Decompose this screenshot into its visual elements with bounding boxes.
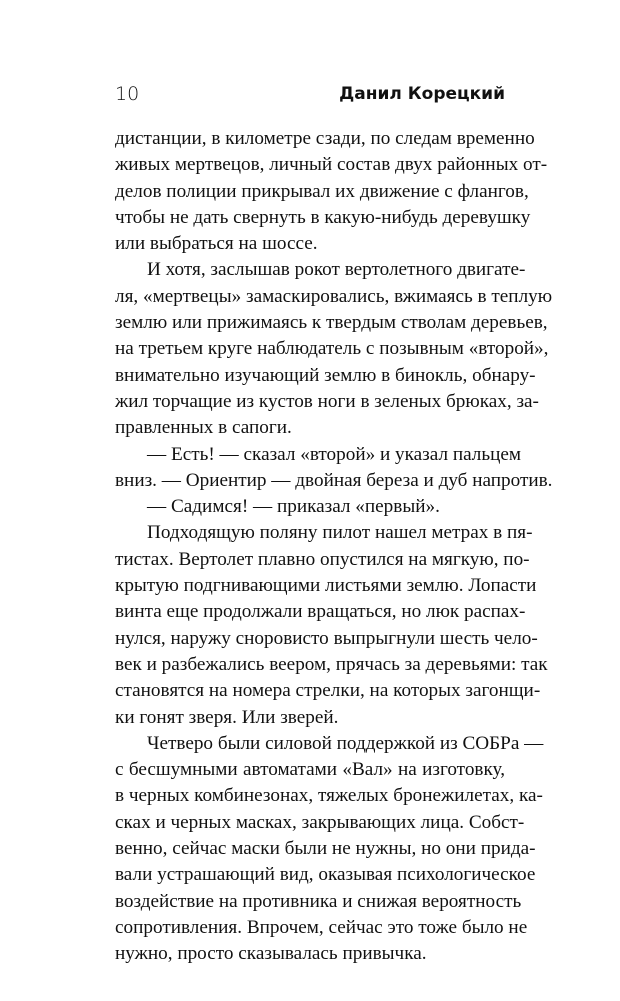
text-line: — Садимся! — приказал «первый». [147,496,440,518]
text-line: ки гонят зверя. Или зверей. [115,706,339,728]
paragraph [115,126,548,257]
text-line: Четверо были силовой поддержкой из СОБРа — [147,732,544,754]
paragraph [115,520,548,730]
text-line: землю или прижимаясь к твердым стволам деревьев, [115,312,548,334]
text-line: на третьем круге наблюдатель с позывным «второй», [115,338,549,360]
text-line: или выбраться на шоссе. [115,233,318,255]
page-number: 10 [115,83,140,105]
text-line: винта еще продолжали вращаться, но люк распах- [115,601,526,623]
body-text [115,126,553,968]
text-line: — Есть! — сказал «второй» и указал пальцем [147,443,522,465]
text-line: нулся, наружу сноровисто выпрыгнули шесть чело- [115,627,538,649]
text-line: Подходящую поляну пилот нашел метрах в пя- [147,522,533,544]
paragraph [115,257,553,441]
text-line: вали устрашающий вид, оказывая психологическое [115,864,536,886]
text-line: внимательно изучающий землю в бинокль, обнару- [115,364,536,386]
author-name: Данил Корецкий [339,84,505,104]
text-line: в черных комбинезонах, тяжелых бронежилетах, ка- [115,785,543,807]
text-line: вниз. — Ориентир — двойная береза и дуб напротив. [115,469,553,491]
text-line: жил торчащие из кустов ноги в зеленых брюках, за- [115,390,539,412]
text-line: становятся на номера стрелки, на которых загонщи- [115,680,541,702]
text-line: с бесшумными автоматами «Вал» на изготовку, [115,759,505,781]
text-line: живых мертвецов, личный состав двух районных от- [115,154,548,176]
text-line: крытую подгнивающими листьями землю. Лопасти [115,575,537,597]
text-line: правленных в сапоги. [115,417,292,439]
paragraph [115,494,505,520]
paragraph [115,442,553,495]
text-line: тистах. Вертолет плавно опустился на мягкую, по- [115,548,530,570]
paragraph [115,731,544,968]
text-line: И хотя, заслышав рокот вертолетного двигате- [147,259,526,281]
text-line: дистанции, в километре сзади, по следам временно [115,128,535,149]
text-line: венно, сейчас маски были не нужны, но они прида- [115,838,536,860]
text-line: делов полиции прикрывал их движение с флангов, [115,180,529,202]
text-line: воздействие на противника и снижая вероятность [115,890,522,912]
text-line: век и разбежались веером, прячась за деревьями: так [115,653,548,675]
text-line: сопротивления. Впрочем, сейчас это тоже было не [115,916,528,938]
running-head [115,82,505,112]
text-line: сках и черных масках, закрывающих лица. Собст- [115,811,525,833]
text-line: ля, «мертвецы» замаскировались, вжимаясь в теплую [115,285,553,307]
text-line: нужно, просто сказывалась привычка. [115,943,427,965]
text-line: чтобы не дать свернуть в какую-нибудь деревушку [115,206,531,228]
